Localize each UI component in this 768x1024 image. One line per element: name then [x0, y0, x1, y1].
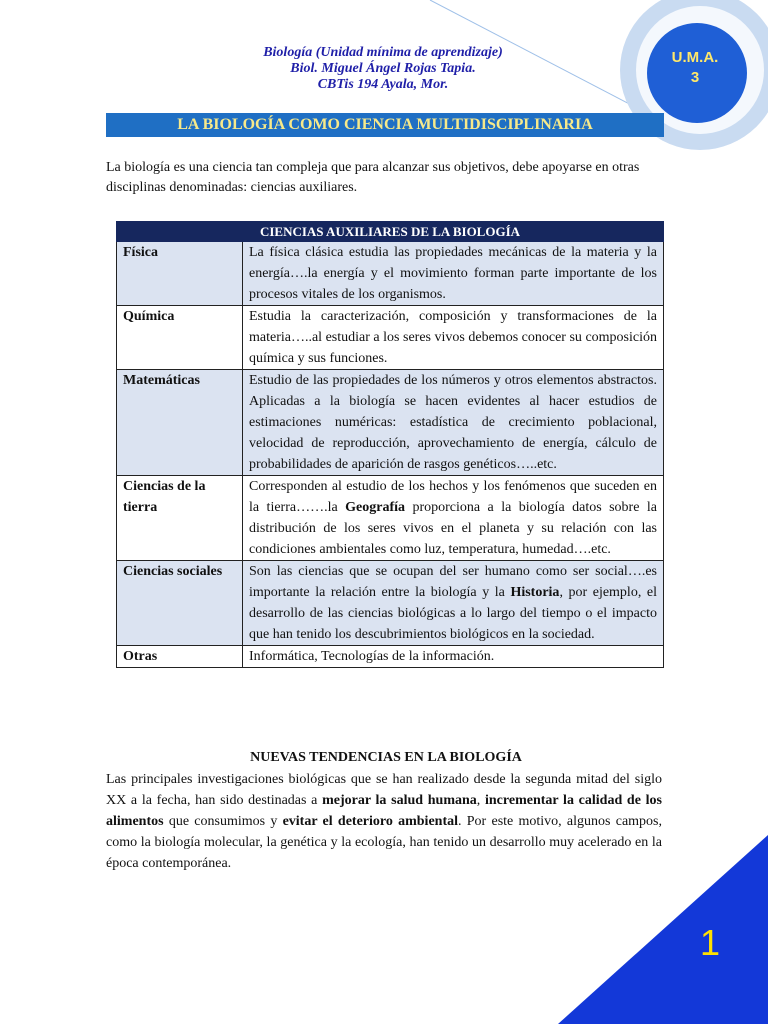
table-header: CIENCIAS AUXILIARES DE LA BIOLOGÍA	[117, 222, 664, 242]
row-description: Informática, Tecnologías de la información.	[243, 646, 664, 668]
auxiliary-sciences-table	[116, 221, 664, 668]
row-text: Son las ciencias que se ocupan del ser humano como ser social….es importante la relación entre la biología y la	[249, 564, 657, 600]
table-row	[117, 242, 664, 306]
paragraph-emphasis: incrementar la calidad de los alimentos	[106, 793, 662, 829]
paragraph-text: ,	[476, 793, 485, 808]
row-text: , por ejemplo, el desarrollo de las ciencias biológicas a lo largo del tiempo o el impacto que han tenido los descubrimientos biológicos en la sociedad.	[249, 585, 657, 642]
row-term: Ciencias sociales	[117, 561, 243, 646]
row-emphasis: Geografía	[345, 500, 406, 515]
table-row	[117, 370, 664, 476]
unit-badge	[655, 48, 735, 88]
paragraph-text: Las principales investigaciones biológicas que se han realizado desde la segunda mitad del siglo XX a la fecha, han sido destinadas a	[106, 772, 662, 808]
row-description: Estudio de las propiedades de los números y otros elementos abstractos. Aplicadas a la biología se hacen evidentes al hacer estudios de estimaciones numéricas: estadística de crecimiento poblacional, velocidad de reproducción, aprovechamiento de energía, cálculo de probabilidades de aparición de rasgos genéticos…..etc.	[243, 370, 664, 476]
paragraph-emphasis: mejorar la salud humana	[322, 793, 477, 808]
row-description	[243, 561, 664, 646]
paragraph-text: que consumimos y	[163, 814, 283, 829]
row-emphasis: Historia	[510, 585, 560, 600]
row-description: Estudia la caracterización, composición y transformaciones de la materia…..al estudiar a los seres vivos debemos conocer su composición química y sus funciones.	[243, 306, 664, 370]
row-text: proporciona a la biología datos sobre la distribución de los seres vivos en el planeta y su relación con las condiciones ambientales como luz, temperatura, humedad….etc.	[249, 500, 657, 557]
paragraph-text: . Por este motivo, algunos campos, como la biología molecular, la genética y la ecología, han tenido un desarrollo muy acelerado en la época contemporánea.	[106, 814, 662, 871]
header-subject: Biología (Unidad mínima de aprendizaje)	[263, 45, 503, 60]
header-author: Biol. Miguel Ángel Rojas Tapia.	[290, 61, 476, 76]
header-school: CBTis 194 Ayala, Mor.	[317, 77, 449, 92]
row-description: La física clásica estudia las propiedades mecánicas de la materia y la energía….la energía y el movimiento forman parte importante de los procesos vitales de los organismos.	[243, 242, 664, 306]
document-header	[150, 45, 616, 93]
row-term: Matemáticas	[117, 370, 243, 476]
table-header-row	[117, 222, 664, 242]
page-number: 1	[699, 922, 721, 963]
badge-label: U.M.A.	[671, 49, 719, 66]
row-term: Otras	[117, 646, 243, 668]
page-title: LA BIOLOGÍA COMO CIENCIA MULTIDISCIPLINARIA	[106, 113, 664, 137]
table-row	[117, 306, 664, 370]
section-paragraph	[106, 769, 662, 874]
intro-paragraph: La biología es una ciencia tan compleja que para alcanzar sus objetivos, debe apoyarse en otras disciplinas denominadas: ciencias auxiliares.	[106, 160, 640, 195]
badge-number: 3	[690, 69, 700, 86]
row-term: Química	[117, 306, 243, 370]
section-heading: NUEVAS TENDENCIAS EN LA BIOLOGÍA	[250, 750, 522, 765]
table-row	[117, 476, 664, 561]
row-term: Ciencias de la tierra	[117, 476, 243, 561]
paragraph-emphasis: evitar el deterioro ambiental	[282, 814, 459, 829]
row-text: Corresponden al estudio de los hechos y los fenómenos que suceden en la tierra…….la	[249, 479, 657, 515]
table-row	[117, 561, 664, 646]
row-description	[243, 476, 664, 561]
table-row	[117, 646, 664, 668]
row-term: Física	[117, 242, 243, 306]
